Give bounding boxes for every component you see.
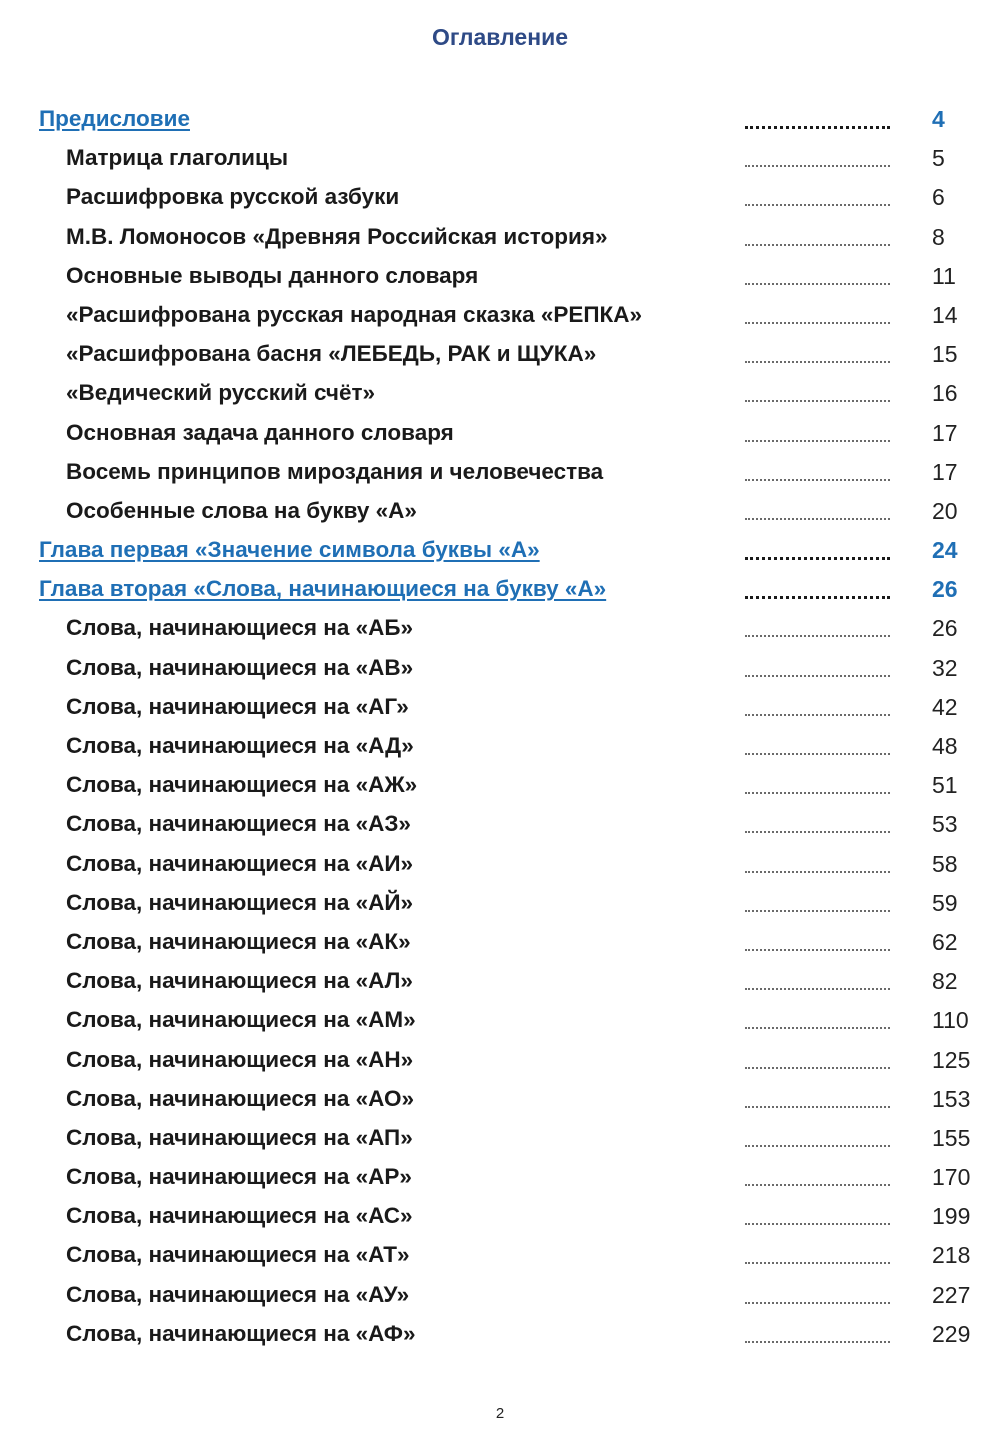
page-ref: 218 xyxy=(932,1242,971,1269)
entry-title: Слова, начинающиеся на «АЖ» xyxy=(66,772,418,798)
page-ref: 59 xyxy=(932,889,958,916)
toc-entry xyxy=(0,649,1000,688)
entry-title: Слова, начинающиеся на «АН» xyxy=(66,1046,414,1072)
page-ref: 53 xyxy=(932,811,958,838)
toc-entry xyxy=(0,609,1000,648)
entry-title: Особенные слова на букву «А» xyxy=(66,497,417,523)
entry-title: «Ведический русский счёт» xyxy=(66,380,376,406)
page-ref: 15 xyxy=(932,341,958,368)
page-ref: 32 xyxy=(932,654,958,681)
entry-title: Слова, начинающиеся на «АВ» xyxy=(66,654,414,680)
dot-leader xyxy=(745,1223,890,1225)
toc-entry xyxy=(0,374,1000,413)
page-ref[interactable]: 4 xyxy=(932,106,945,132)
toc-entry xyxy=(0,1080,1000,1119)
dot-leader xyxy=(745,949,890,951)
dot-leader xyxy=(745,1184,890,1186)
toc-entry xyxy=(0,1315,1000,1354)
page-ref: 58 xyxy=(932,850,958,877)
entry-title: Восемь принципов мироздания и человечества xyxy=(66,458,604,484)
page-ref: 155 xyxy=(932,1124,971,1151)
page-ref: 16 xyxy=(932,380,958,407)
toc-entry xyxy=(0,1276,1000,1315)
chapter-title[interactable]: Предисловие xyxy=(39,106,190,131)
toc-entry xyxy=(0,688,1000,727)
toc-entry xyxy=(0,1119,1000,1158)
page-ref: 17 xyxy=(932,419,958,446)
toc-entry xyxy=(0,923,1000,962)
entry-title: Слова, начинающиеся на «АО» xyxy=(66,1085,415,1111)
toc-title: Оглавление xyxy=(431,24,569,50)
entry-title: Слова, начинающиеся на «АГ» xyxy=(66,693,409,719)
toc-entry xyxy=(0,335,1000,374)
dot-leader xyxy=(745,1027,890,1029)
toc-entry xyxy=(0,1197,1000,1236)
entry-title: Слова, начинающиеся на «АБ» xyxy=(66,615,414,641)
entry-title: Слова, начинающиеся на «АК» xyxy=(66,928,411,954)
page-ref[interactable]: 26 xyxy=(932,576,958,603)
entry-title: Слова, начинающиеся на «АЛ» xyxy=(66,968,413,994)
toc-chapter-link[interactable] xyxy=(0,100,1000,139)
page-ref: 14 xyxy=(932,301,958,328)
entry-title: М.В. Ломоносов «Древняя Российская история» xyxy=(66,223,608,249)
dot-leader xyxy=(745,792,890,794)
toc-entry xyxy=(0,1041,1000,1080)
entry-title: «Расшифрована русская народная сказка «РЕПКА» xyxy=(66,301,643,327)
page-ref: 125 xyxy=(932,1046,971,1073)
dot-leader xyxy=(745,1145,890,1147)
dot-leader xyxy=(745,204,890,206)
dot-leader xyxy=(745,910,890,912)
page-ref: 62 xyxy=(932,928,958,955)
entry-title: Основная задача данного словаря xyxy=(66,419,454,445)
toc-entry xyxy=(0,766,1000,805)
entry-title: Слова, начинающиеся на «АИ» xyxy=(66,850,414,876)
dot-leader xyxy=(745,165,890,167)
entry-title: Слова, начинающиеся на «АЙ» xyxy=(66,889,414,915)
toc-entry xyxy=(0,492,1000,531)
toc-entry xyxy=(0,414,1000,453)
entry-title: Слова, начинающиеся на «АП» xyxy=(66,1124,413,1150)
dot-leader xyxy=(745,1341,890,1343)
entry-title: Слова, начинающиеся на «АС» xyxy=(66,1203,413,1229)
dot-leader xyxy=(745,479,890,481)
dot-leader xyxy=(745,518,890,520)
page-number: 2 xyxy=(495,1405,505,1422)
toc-entry xyxy=(0,1158,1000,1197)
toc-entry xyxy=(0,1001,1000,1040)
entry-title: Расшифровка русской азбуки xyxy=(66,184,400,210)
entry-title: Слова, начинающиеся на «АД» xyxy=(66,733,414,758)
chapter-title[interactable]: Глава первая «Значение символа буквы «А» xyxy=(39,537,540,563)
dot-leader xyxy=(745,322,890,324)
dot-leader xyxy=(745,714,890,716)
entry-title: Матрица глаголицы xyxy=(66,145,289,171)
toc-entry xyxy=(0,962,1000,1001)
page-ref: 26 xyxy=(932,615,958,642)
page-ref: 110 xyxy=(932,1007,969,1034)
chapter-title[interactable]: Глава вторая «Слова, начинающиеся на букву «А» xyxy=(39,576,607,602)
toc-entry xyxy=(0,178,1000,217)
page-ref: 5 xyxy=(932,145,945,172)
dot-leader xyxy=(745,126,890,129)
toc-entry xyxy=(0,139,1000,178)
page-ref: 82 xyxy=(932,968,958,995)
dot-leader xyxy=(745,283,890,285)
entry-title: Слова, начинающиеся на «АМ» xyxy=(66,1007,416,1033)
dot-leader xyxy=(745,675,890,677)
dot-leader xyxy=(745,1067,890,1069)
page-ref: 199 xyxy=(932,1203,971,1230)
page-ref: 11 xyxy=(932,262,956,289)
toc-entry xyxy=(0,257,1000,296)
dot-leader xyxy=(745,1106,890,1108)
entry-title: Слова, начинающиеся на «АУ» xyxy=(66,1281,410,1307)
entry-title: Слова, начинающиеся на «АЗ» xyxy=(66,811,411,837)
page-ref: 42 xyxy=(932,693,958,720)
dot-leader xyxy=(745,557,890,560)
entry-title: Слова, начинающиеся на «АФ» xyxy=(66,1320,416,1346)
toc-entry xyxy=(0,727,1000,766)
dot-leader xyxy=(745,244,890,246)
entry-title: Слова, начинающиеся на «АТ» xyxy=(66,1242,410,1268)
entry-title: Слова, начинающиеся на «АР» xyxy=(66,1164,412,1190)
page-ref: 227 xyxy=(932,1281,971,1308)
toc-entry xyxy=(0,805,1000,844)
page-ref: 17 xyxy=(932,458,958,485)
toc-entry xyxy=(0,453,1000,492)
dot-leader xyxy=(745,1262,890,1264)
toc-chapter-link[interactable] xyxy=(0,570,1000,609)
dot-leader xyxy=(745,753,890,755)
toc-entry xyxy=(0,1236,1000,1275)
page-ref: 153 xyxy=(932,1085,971,1112)
dot-leader xyxy=(745,831,890,833)
dot-leader xyxy=(745,361,890,363)
dot-leader xyxy=(745,400,890,402)
page-ref[interactable]: 24 xyxy=(932,537,958,564)
page-ref: 48 xyxy=(932,733,958,759)
toc-entry xyxy=(0,218,1000,257)
dot-leader xyxy=(745,596,890,599)
dot-leader xyxy=(745,440,890,442)
page-ref: 8 xyxy=(932,223,945,250)
dot-leader xyxy=(745,1302,890,1304)
toc-chapter-link[interactable] xyxy=(0,531,1000,570)
entry-title: Основные выводы данного словаря xyxy=(66,262,479,288)
entry-title: «Расшифрована басня «ЛЕБЕДЬ, РАК и ЩУКА» xyxy=(66,341,597,367)
page-ref: 6 xyxy=(932,184,945,211)
page-ref: 170 xyxy=(932,1164,971,1191)
toc-entry xyxy=(0,296,1000,335)
toc-entry xyxy=(0,884,1000,923)
table-of-contents xyxy=(0,100,1000,1354)
dot-leader xyxy=(745,635,890,637)
dot-leader xyxy=(745,871,890,873)
page-ref: 229 xyxy=(932,1320,971,1347)
toc-entry xyxy=(0,845,1000,884)
dot-leader xyxy=(745,988,890,990)
page-ref: 20 xyxy=(932,497,958,524)
page-ref: 51 xyxy=(932,772,958,799)
